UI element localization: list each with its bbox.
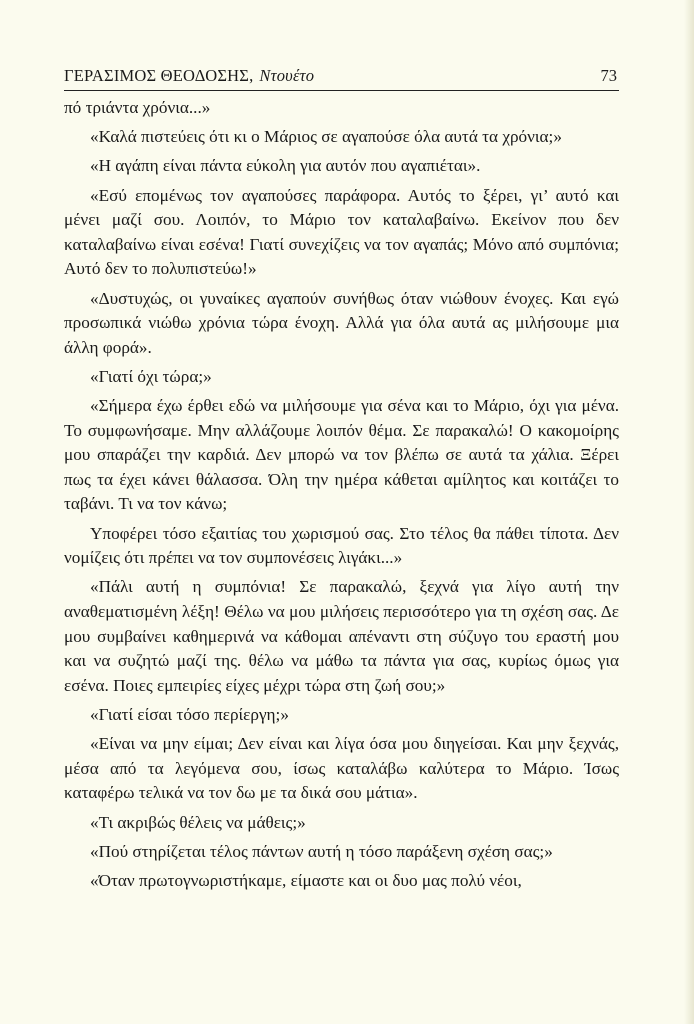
paragraph: «Η αγάπη είναι πάντα εύκολη για αυτόν που αγαπιέται». bbox=[90, 156, 481, 176]
paragraph: «Πού στηρίζεται τέλος πάντων αυτή η τόσο παράξενη σχέση σας;» bbox=[90, 841, 553, 861]
running-header bbox=[64, 62, 619, 91]
paragraph: «Γιατί είσαι τόσο περίεργη;» bbox=[90, 705, 289, 724]
paragraph: «Όταν πρωτογνωριστήκαμε, είμαστε και οι δυο μας πολύ νέοι, bbox=[90, 870, 522, 890]
header-author bbox=[64, 66, 314, 86]
paragraph: «Τι ακριβώς θέλεις να μάθεις;» bbox=[90, 812, 306, 832]
page-number: 73 bbox=[600, 66, 617, 85]
body-text bbox=[64, 96, 619, 898]
paragraph: Υποφέρει τόσο εξαιτίας του χωρισμού σας. Στο τέλος θα πάθει τίποτα. Δεν νομίζεις ότι πρέπει να τον συμπονέσεις λιγάκι...» bbox=[64, 523, 619, 568]
paragraph-continuation: πό τριάντα χρόνια...» bbox=[64, 98, 211, 117]
header-book-title: Ντουέτο bbox=[259, 66, 315, 85]
paragraph: «Γιατί όχι τώρα;» bbox=[90, 366, 212, 386]
paragraph: «Εσύ επομένως τον αγαπούσες παράφορα. Αυτός το ξέρει, γι’ αυτό και μένει μαζί σου. Λοιπόν, το Μάριο τον καταλαβαίνω. Εκείνον που δεν καταλαβαίνω είναι εσένα! Γιατί συνεχίζεις να τον αγαπάς; Μόνο από συμπόνια; Αυτό δεν το πολυπιστεύω!» bbox=[64, 185, 619, 279]
paragraph: «Είναι να μην είμαι; Δεν είναι και λίγα όσα μου διηγείσαι. Και μην ξεχνάς, μέσα από τα λεγόμενα σου, ίσως καταλάβω καλύτερα το Μάριο. Ίσως καταφέρω τελικά να τον δω με τα δικά σου μάτια». bbox=[64, 734, 619, 803]
paragraph: «Πάλι αυτή η συμπόνια! Σε παρακαλώ, ξεχνά για λίγο αυτή την αναθεματισμένη λέξη! Θέλω να μου μιλήσεις περισσότερο για τη σχέση σας. Δε μου συμβαίνει καθημερινά να κάθομαι απέναντι στη σύζυγο του εραστή μου και να συζητώ μαζί της. θέλω να μάθω τα πάντα για σας, κυρίως όμως για εσένα. Ποιες εμπειρίες είχες μέχρι τώρα στη ζωή σου;» bbox=[64, 577, 619, 695]
paragraph: «Δυστυχώς, οι γυναίκες αγαπούν συνήθως όταν νιώθουν ένοχες. Και εγώ προσωπικά νιώθω χρόνια τώρα ένοχη. Αλλά για όλα αυτά ας μιλήσουμε μια άλλη φορά». bbox=[64, 288, 619, 357]
paragraph: «Καλά πιστεύεις ότι κι ο Μάριος σε αγαπούσε όλα αυτά τα χρόνια;» bbox=[90, 127, 562, 147]
author-name: ΓΕΡΑΣΙΜΟΣ ΘΕΟΔΟΣΗΣ, bbox=[64, 66, 254, 85]
paragraph: «Σήμερα έχω έρθει εδώ να μιλήσουμε για σένα και το Μάριο, όχι για μένα. Το συμφωνήσαμε. Μην αλλάζουμε λοιπόν θέμα. Σε παρακαλώ! Ο κακομοίρης μου σπαράζει την καρδιά. Δεν μπορώ να τον βλέπω σε αυτά τα χάλια. Ξέρει πως τα έχει κάνει θάλασσα. Όλη την ημέρα κάθεται αμίλητος και κοιτάζει το ταβάνι. Τι να τον κάνω; bbox=[64, 396, 619, 514]
